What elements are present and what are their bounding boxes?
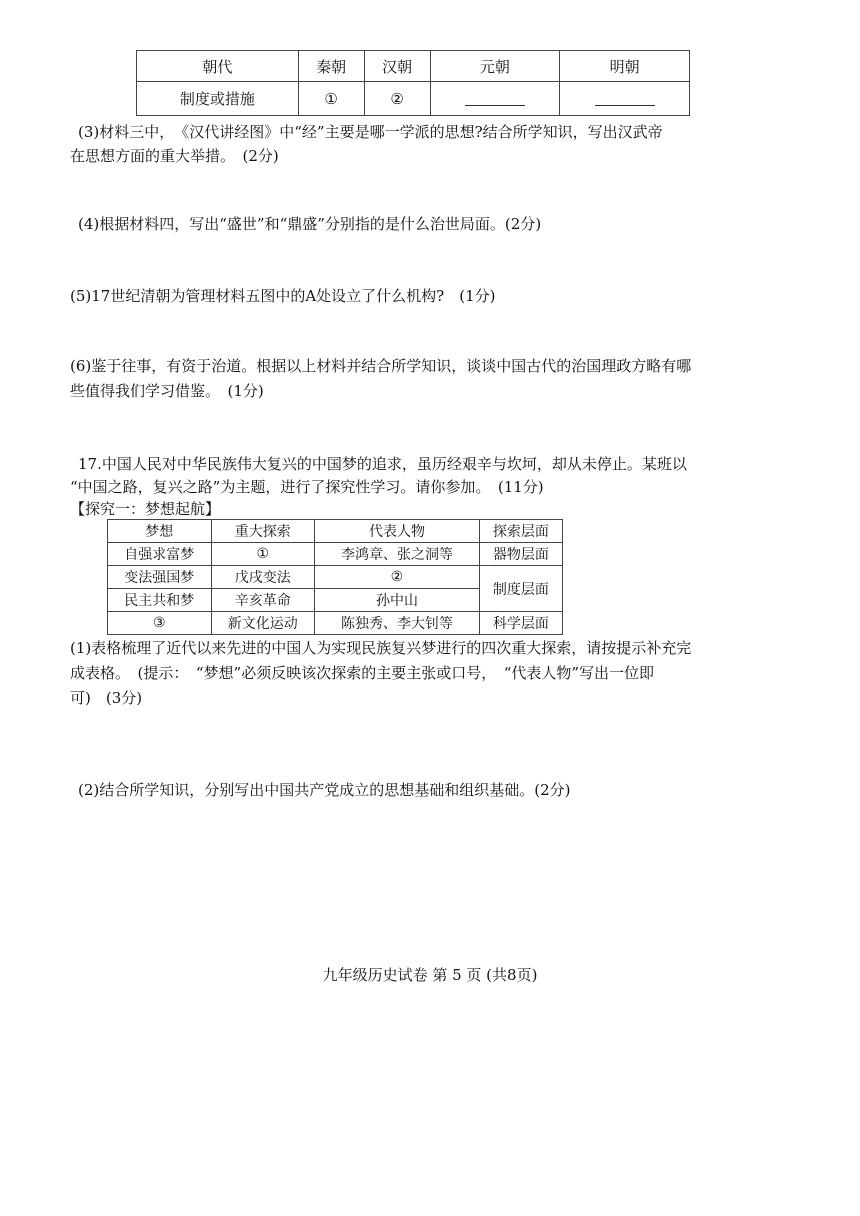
table-cell: ②	[315, 566, 480, 589]
table-cell: 科学层面	[479, 612, 562, 635]
question-17-2: (2)结合所学知识，分别写出中国共产党成立的思想基础和组织基础。(2分)	[78, 781, 571, 799]
table-row	[137, 82, 690, 116]
table-cell: 陈独秀、李大钊等	[315, 612, 480, 635]
blank-cell	[430, 82, 560, 116]
table-cell: 朝代	[137, 51, 299, 82]
table-cell: 梦想	[108, 520, 212, 543]
table-cell: 李鸿章、张之洞等	[315, 543, 480, 566]
section-heading: 【探究一：梦想起航】	[70, 500, 221, 518]
page-footer: 九年级历史试卷 第 5 页 (共8页)	[322, 966, 538, 984]
table-cell: 代表人物	[315, 520, 480, 543]
question-17-1-line1: (1)表格梳理了近代以来先进的中国人为实现民族复兴梦进行的四次重大探索，请按提示补充完	[70, 639, 692, 657]
table-cell: 新文化运动	[211, 612, 315, 635]
question-3-line1: (3)材料三中， 《汉代讲经图》中“经”主要是哪一学派的思想?结合所学知识，写出汉武帝	[78, 123, 663, 141]
question-17-1-line3: 可) (3分)	[70, 689, 143, 707]
question-5: (5)17世纪清朝为管理材料五图中的A处设立了什么机构? (1分)	[70, 287, 496, 305]
table-cell: 自强求富梦	[108, 543, 212, 566]
table-cell: 汉朝	[364, 51, 430, 82]
table-row	[108, 612, 563, 635]
table-cell: ③	[108, 612, 212, 635]
table-cell: ②	[364, 82, 430, 116]
table-cell: 器物层面	[479, 543, 562, 566]
question-3-line2: 在思想方面的重大举措。 (2分)	[70, 147, 279, 165]
table-cell: 元朝	[430, 51, 560, 82]
table-cell: ①	[211, 543, 315, 566]
table-cell: 孙中山	[315, 589, 480, 612]
question-6-line1: (6)鉴于往事，有资于治道。根据以上材料并结合所学知识，谈谈中国古代的治国理政方略有哪	[70, 357, 692, 375]
answer-blank	[595, 93, 655, 106]
table-cell: 探索层面	[479, 520, 562, 543]
dynasty-table	[136, 50, 690, 116]
table-cell: ①	[298, 82, 364, 116]
table-cell: 明朝	[560, 51, 690, 82]
dream-table	[107, 519, 563, 635]
question-17-1-line2: 成表格。 (提示： “梦想”必须反映该次探索的主要主张或口号， “代表人物”写出一位即	[70, 664, 655, 682]
question-17-line1: 17.中国人民对中华民族伟大复兴的中国梦的追求，虽历经艰辛与坎坷，却从未停止。某班以	[78, 455, 687, 473]
table-cell: 制度或措施	[137, 82, 299, 116]
blank-cell	[560, 82, 690, 116]
question-4: (4)根据材料四，写出“盛世”和“鼎盛”分别指的是什么治世局面。(2分)	[78, 215, 542, 233]
table-cell: 民主共和梦	[108, 589, 212, 612]
table-cell: 变法强国梦	[108, 566, 212, 589]
table-cell: 秦朝	[298, 51, 364, 82]
table-header-row	[108, 520, 563, 543]
answer-blank	[465, 93, 525, 106]
table-cell: 辛亥革命	[211, 589, 315, 612]
table-cell: 重大探索	[211, 520, 315, 543]
table-cell: 戊戌变法	[211, 566, 315, 589]
table-cell: 制度层面	[479, 566, 562, 612]
question-17-line2: “中国之路，复兴之路”为主题，进行了探究性学习。请你参加。 (11分)	[70, 478, 544, 496]
table-row	[108, 566, 563, 589]
table-row	[108, 543, 563, 566]
question-6-line2: 些值得我们学习借鉴。 (1分)	[70, 382, 264, 400]
table-header-row	[137, 51, 690, 82]
